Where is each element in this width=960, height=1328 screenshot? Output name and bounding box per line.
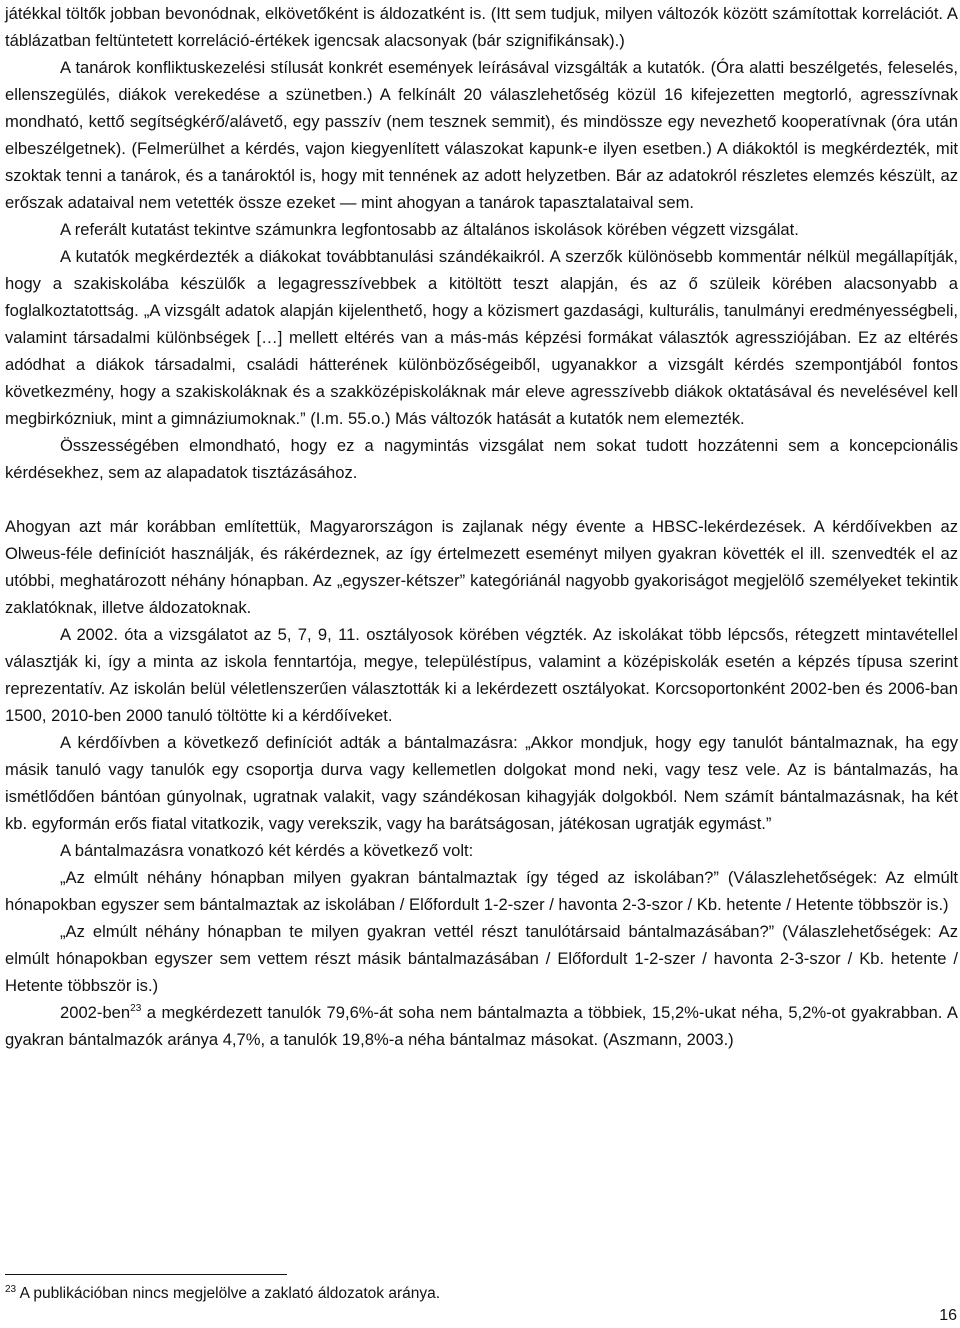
- document-body: [5, 0, 958, 1053]
- paragraph-text: a megkérdezett tanulók 79,6%-át soha nem bántalmazta a többiek, 15,2%-ukat néha, 5,2%-ot gyakrabban. A gyakran bántalmazók aránya 4,7%, a tanulók 19,8%-a néha bántalmaz másokat. (Aszmann, 2003.): [5, 1003, 958, 1049]
- question-paragraph: „Az elmúlt néhány hónapban te milyen gyakran vettél részt tanulótársaid bántalmazásában?” (Válaszlehetőségek: Az elmúlt hónapokban egyszer sem vettem részt másik bántalmazásában / Előfordult 1-2-szer / havonta 2-3-szor / Kb. hetente / Hetente többször is.): [5, 922, 958, 995]
- paragraph: [5, 999, 958, 1053]
- paragraph-text: 2002-ben: [60, 1003, 131, 1022]
- footnote-divider: [5, 1274, 287, 1275]
- paragraph: A 2002. óta a vizsgálatot az 5, 7, 9, 11. osztályosok körében végzték. Az iskolákat több lépcsős, rétegzett mintavétellel választják ki, így a minta az iskola fenntartója, megye, településtípus, valamint a középiskolák esetén a képzés típusa szerint reprezentatív. Az iskolán belül véletlenszerűen választották ki a lekérdezett osztályokat. Korcsoportonként 2002-ben és 2006-ban 1500, 2010-ben 2000 tanuló töltötte ki a kérdőíveket.: [5, 625, 958, 725]
- footnote: [5, 1284, 945, 1304]
- paragraph: A referált kutatást tekintve számunkra legfontosabb az általános iskolások körében végzett vizsgálat.: [60, 220, 799, 239]
- page-number: 16: [939, 1307, 957, 1324]
- footnote-reference[interactable]: 23: [130, 1003, 142, 1014]
- paragraph: játékkal töltők jobban bevonódnak, elkövetőként is áldozatként is. (Itt sem tudjuk, milyen változók között számítottak korrelációt. A táblázatban feltüntetett korreláció-értékek igencsak alacsonyak (bár szignifikánsak).): [5, 4, 958, 50]
- paragraph: Ahogyan azt már korábban említettük, Magyarországon is zajlanak négy évente a HBSC-lekérdezések. A kérdőívekben az Olweus-féle definíciót használják, és rákérdeznek, az így értelmezett eseményt milyen gyakran követték el ill. szenvedték el az utóbbi, meghatározott néhány hónapban. Az „egyszer-kétszer” kategóriánál nagyobb gyakoriságot megjelölő személyeket tekintik zaklatóknak, illetve áldozatoknak.: [5, 517, 958, 617]
- paragraph: A kutatók megkérdezték a diákokat továbbtanulási szándékaikról. A szerzők különösebb kommentár nélkül megállapítják, hogy a szakiskolába készülők a legagresszívebbek a kitöltött teszt alapján, és az ő szüleik körében alacsonyabb a foglalkoztatottság. „A vizsgált adatok alapján kijelenthető, hogy a közismert gazdasági, kulturális, tanulmányi eredményességbeli, valamint társadalmi különbségek […] mellett eltérés van a más-más képzési formákat választók agressziójában. Ez az eltérés adódhat a diákok társadalmi, családi hátterének különbözőségeiből, ugyanakkor a vizsgált kérdés szempontjából fontos következmény, hogy a szakiskoláknak és a szakközépiskoláknak már eleve agresszívebb diákok oktatásával és nevelésével kell megbirkózniuk, mint a gimnáziumoknak.” (I.m. 55.o.) Más változók hatását a kutatók nem elemezték.: [5, 247, 958, 428]
- footnote-number: 23: [5, 1284, 17, 1295]
- paragraph: A kérdőívben a következő definíciót adták a bántalmazásra: „Akkor mondjuk, hogy egy tanulót bántalmaznak, ha egy másik tanuló vagy tanulók egy csoportja durva vagy kellemetlen dolgokat mond neki, vagy tesz vele. Az is bántalmazás, ha ismétlődően bántóan gúnyolnak, ugratnak valakit, vagy szándékosan kihagyják dolgokból. Nem számít bántalmazásnak, ha két kb. egyformán erős fiatal vitatkozik, vagy verekszik, vagy ha barátságosan, játékosan ugratják egymást.”: [5, 733, 958, 833]
- section-gap: [5, 486, 958, 513]
- footnote-text: A publikációban nincs megjelölve a zaklató áldozatok aránya.: [16, 1285, 441, 1302]
- question-paragraph: „Az elmúlt néhány hónapban milyen gyakran bántalmaztak így téged az iskolában?” (Válaszlehetőségek: Az elmúlt hónapokban egyszer sem bántalmaztak az iskolában / Előfordult 1-2-szer / havonta 2-3-szor / Kb. hetente / Hetente többször is.): [5, 868, 958, 914]
- paragraph: A tanárok konfliktuskezelési stílusát konkrét események leírásával vizsgálták a kutatók. (Óra alatti beszélgetés, feleselés, ellenszegülés, diákok verekedése a szünetben.) A felkínált 20 válaszlehetőség közül 16 kifejezetten megtorló, agresszívnak mondható, kettő segítségkérő/alávető, egy passzív (nem tesznek semmit), és mindössze egy nevezhető kooperatívnak (óra után elbeszélgetnek). (Felmerülhet a kérdés, vajon kiegyenlített válaszokat kapunk-e ilyen esetben.) A diákoktól is megkérdezték, mit szoktak tenni a tanárok, és a tanároktól is, hogy mit tennének az adott helyzetben. Bár az adatokról részletes elemzés készült, az erőszak adataival nem vetették össze ezeket — mint ahogyan a tanárok tapasztalataival sem.: [5, 58, 958, 212]
- paragraph: A bántalmazásra vonatkozó két kérdés a következő volt:: [60, 841, 474, 860]
- paragraph: Összességében elmondható, hogy ez a nagymintás vizsgálat nem sokat tudott hozzátenni sem a koncepcionális kérdésekhez, sem az alapadatok tisztázásához.: [5, 436, 958, 482]
